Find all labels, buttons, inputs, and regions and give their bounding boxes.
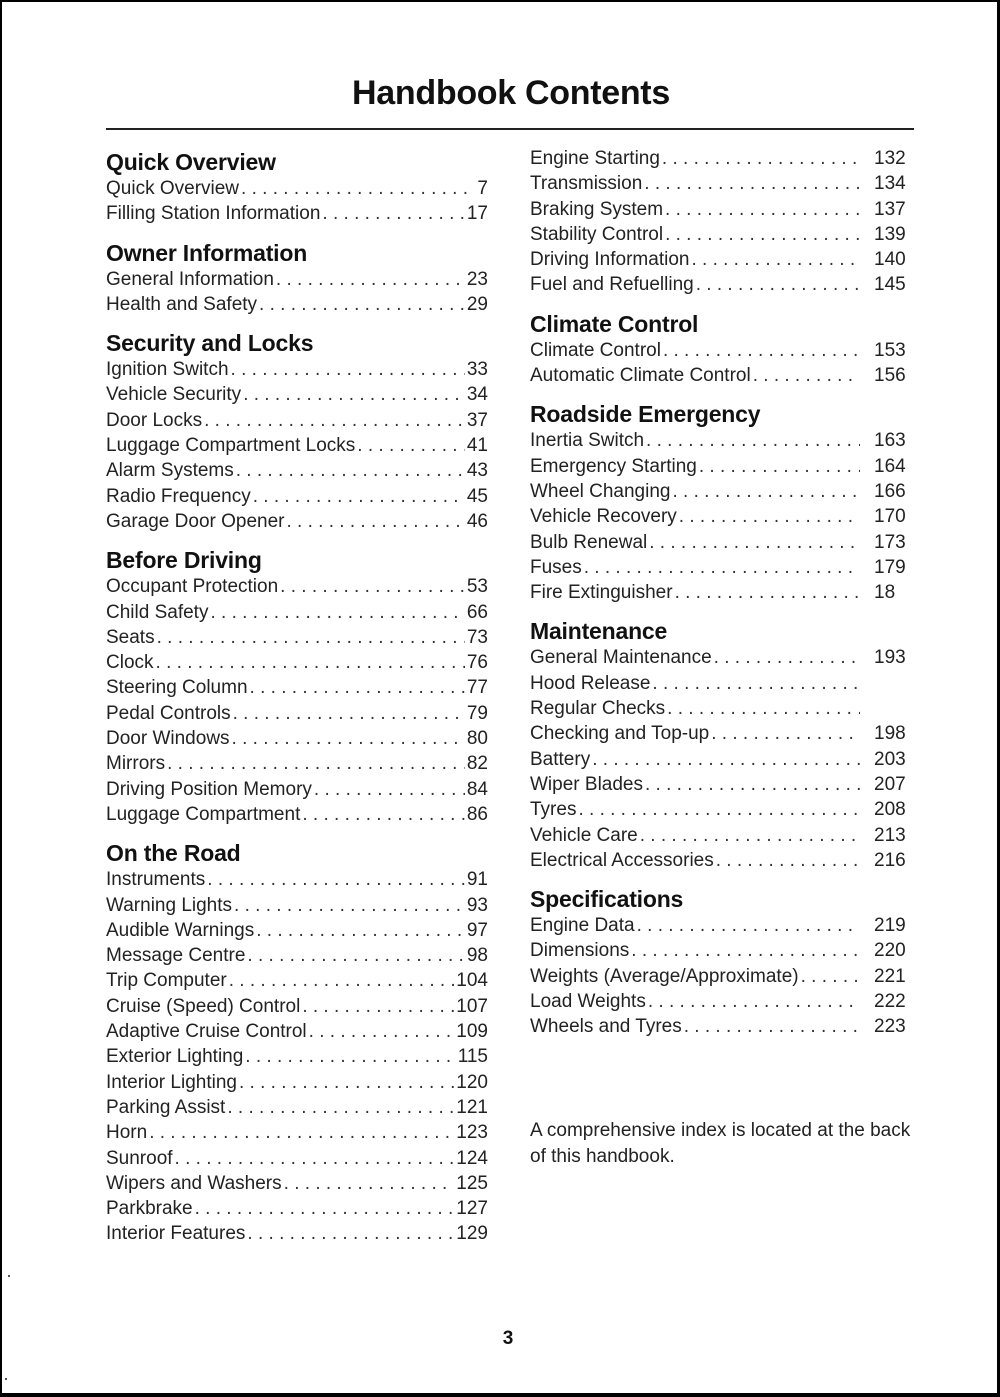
entry-label: Radio Frequency: [106, 485, 251, 507]
entry-page-number: 46: [466, 510, 488, 532]
entry-label: Interior Features: [106, 1223, 246, 1245]
contents-entry[interactable]: [106, 357, 488, 382]
dot-leader: [287, 509, 465, 534]
dot-leader: [801, 964, 860, 989]
entry-page-number: 179: [874, 556, 906, 578]
entry-page-number: 137: [874, 198, 906, 220]
dot-leader: [231, 357, 465, 382]
entry-label: Horn: [106, 1122, 148, 1144]
contents-entry[interactable]: [106, 292, 488, 317]
dot-leader: [167, 751, 465, 776]
contents-entry[interactable]: [106, 574, 488, 599]
entry-label: Transmission: [530, 173, 643, 195]
entry-label: Luggage Compartment: [106, 803, 301, 825]
dot-leader: [322, 201, 464, 226]
contents-section: [106, 146, 488, 227]
contents-entry[interactable]: [530, 530, 912, 555]
dot-leader: [236, 458, 465, 483]
entry-page-number: 93: [466, 894, 488, 916]
entry-page-number: 7: [477, 178, 488, 199]
dot-leader: [667, 696, 860, 721]
contents-left-column: [106, 146, 488, 1257]
contents-entry[interactable]: [106, 509, 488, 534]
entry-label: Sunroof: [106, 1147, 173, 1169]
entry-page-number: 173: [874, 531, 906, 553]
entry-page-number: 97: [466, 919, 488, 941]
dot-leader: [662, 146, 860, 171]
dot-leader: [207, 867, 465, 892]
entry-page-number: 18: [874, 582, 896, 604]
dot-leader: [253, 484, 465, 509]
contents-entry[interactable]: [106, 802, 488, 827]
entry-label: General Information: [106, 268, 274, 290]
entry-label: Pedal Controls: [106, 702, 231, 724]
page-number: 3: [502, 1328, 514, 1349]
entry-page-number: 198: [874, 723, 906, 745]
contents-entry[interactable]: [106, 176, 488, 201]
entry-label: Filling Station Information: [106, 203, 321, 225]
dot-leader: [234, 893, 465, 918]
contents-entry[interactable]: [530, 645, 912, 670]
section-heading: Maintenance: [530, 618, 668, 645]
contents-entry[interactable]: [530, 747, 912, 772]
entry-page-number: 208: [874, 799, 906, 821]
dot-leader: [691, 247, 860, 272]
entry-label: Adaptive Cruise Control: [106, 1021, 307, 1043]
contents-entry[interactable]: [106, 1044, 488, 1069]
dot-leader: [357, 433, 465, 458]
contents-entry[interactable]: [106, 382, 488, 407]
contents-entry[interactable]: [530, 272, 912, 297]
entry-page-number: 82: [466, 753, 488, 775]
entry-page-number: 45: [466, 485, 488, 507]
entry-label: Occupant Protection: [106, 576, 279, 598]
dot-leader: [753, 363, 860, 388]
contents-entry[interactable]: [106, 994, 488, 1019]
dot-leader: [247, 943, 464, 968]
dot-leader: [280, 574, 465, 599]
entry-label: Clock: [106, 652, 154, 674]
dot-leader: [645, 772, 860, 797]
entry-page-number: 115: [457, 1046, 488, 1068]
contents-section: [530, 615, 912, 873]
dot-leader: [649, 530, 860, 555]
entry-label: Steering Column: [106, 677, 248, 699]
dot-leader: [149, 1120, 454, 1145]
dot-leader: [245, 1044, 455, 1069]
entry-page-number: 134: [874, 173, 906, 195]
contents-entry[interactable]: [530, 428, 912, 453]
dot-leader: [229, 968, 455, 993]
entry-page-number: 203: [874, 748, 906, 770]
dot-leader: [195, 1196, 455, 1221]
entry-label: Ignition Switch: [106, 359, 229, 381]
contents-entry[interactable]: [530, 913, 912, 938]
entry-page-number: 86: [466, 803, 488, 825]
dot-leader: [314, 777, 465, 802]
section-heading: On the Road: [106, 840, 241, 867]
section-heading: Before Driving: [106, 547, 262, 574]
entry-label: Health and Safety: [106, 293, 258, 315]
dot-leader: [592, 747, 860, 772]
dot-leader: [259, 292, 465, 317]
entry-page-number: 132: [874, 148, 906, 169]
entry-label: Bulb Renewal: [530, 531, 648, 553]
contents-entry[interactable]: [530, 454, 912, 479]
contents-entry[interactable]: [106, 408, 488, 433]
contents-entry[interactable]: [530, 696, 912, 721]
entry-label: Wiper Blades: [530, 773, 643, 795]
page-title: Handbook Contents: [352, 74, 670, 112]
entry-page-number: 170: [874, 506, 906, 528]
entry-label: Inertia Switch: [530, 430, 645, 452]
entry-label: Child Safety: [106, 601, 209, 623]
scan-speck: [5, 1378, 7, 1380]
dot-leader: [284, 1171, 455, 1196]
entry-label: Instruments: [106, 869, 206, 891]
dot-leader: [679, 504, 860, 529]
dot-leader: [302, 802, 465, 827]
contents-entry[interactable]: [106, 1221, 488, 1246]
entry-page-number: 139: [874, 223, 906, 245]
entry-label: Battery: [530, 748, 591, 770]
contents-entry[interactable]: [530, 222, 912, 247]
entry-label: Regular Checks: [530, 698, 666, 720]
entry-page-number: 193: [874, 647, 906, 669]
entry-label: Parkbrake: [106, 1198, 193, 1220]
contents-entry[interactable]: [106, 893, 488, 918]
contents-section: [530, 146, 912, 298]
entry-label: Vehicle Recovery: [530, 506, 677, 528]
contents-section: [106, 327, 488, 534]
dot-leader: [204, 408, 465, 433]
contents-entry[interactable]: [106, 867, 488, 892]
entry-page-number: 124: [456, 1147, 488, 1169]
dot-leader: [243, 382, 465, 407]
entry-page-number: 213: [874, 824, 906, 846]
dot-leader: [699, 454, 860, 479]
entry-label: Wheel Changing: [530, 480, 671, 502]
dot-leader: [640, 823, 860, 848]
dot-leader: [256, 918, 465, 943]
dot-leader: [157, 625, 465, 650]
dot-leader: [239, 1070, 454, 1095]
contents-entry[interactable]: [106, 777, 488, 802]
contents-entry[interactable]: [106, 201, 488, 226]
entry-page-number: 140: [874, 249, 906, 271]
entry-page-number: 80: [466, 728, 488, 750]
entry-label: Warning Lights: [106, 894, 233, 916]
contents-entry[interactable]: [106, 943, 488, 968]
contents-entry[interactable]: [106, 433, 488, 458]
contents-entry[interactable]: [530, 938, 912, 963]
entry-page-number: 84: [466, 778, 488, 800]
contents-entry[interactable]: [106, 1019, 488, 1044]
entry-label: Tyres: [530, 799, 577, 821]
dot-leader: [156, 650, 465, 675]
contents-right-column: [530, 146, 912, 1050]
dot-leader: [672, 479, 860, 504]
contents-entry[interactable]: [106, 458, 488, 483]
entry-label: Checking and Top-up: [530, 723, 710, 745]
entry-page-number: 223: [874, 1016, 906, 1038]
dot-leader: [210, 600, 464, 625]
contents-entry[interactable]: [530, 363, 912, 388]
entry-label: Seats: [106, 626, 155, 648]
entry-label: Interior Lighting: [106, 1071, 237, 1093]
entry-label: Fuses: [530, 556, 582, 578]
entry-page-number: 129: [456, 1223, 488, 1245]
contents-entry[interactable]: [106, 1095, 488, 1120]
entry-page-number: 66: [466, 601, 488, 623]
contents-entry[interactable]: [106, 918, 488, 943]
section-heading: Roadside Emergency: [530, 401, 761, 428]
entry-label: General Maintenance: [530, 647, 712, 669]
dot-leader: [276, 267, 465, 292]
entry-label: Luggage Compartment Locks: [106, 435, 356, 457]
dot-leader: [665, 222, 860, 247]
dot-leader: [175, 1146, 455, 1171]
section-heading: Security and Locks: [106, 330, 314, 357]
entry-page-number: 164: [874, 455, 906, 477]
dot-leader: [584, 555, 860, 580]
entry-page-number: 123: [456, 1122, 488, 1144]
dot-leader: [716, 848, 860, 873]
entry-label: Alarm Systems: [106, 460, 234, 482]
contents-entry[interactable]: [106, 701, 488, 726]
dot-leader: [663, 338, 860, 363]
entry-label: Stability Control: [530, 223, 664, 245]
scan-speck: [8, 1275, 10, 1277]
dot-leader: [302, 994, 454, 1019]
entry-page-number: 34: [466, 384, 488, 406]
contents-entry[interactable]: [106, 726, 488, 751]
contents-entry[interactable]: [530, 1014, 912, 1039]
dot-leader: [696, 272, 860, 297]
contents-section: [530, 883, 912, 1039]
contents-entry[interactable]: [530, 671, 912, 696]
contents-entry[interactable]: [530, 797, 912, 822]
entry-page-number: 104: [456, 970, 488, 992]
entry-page-number: 91: [466, 869, 488, 891]
dot-leader: [631, 938, 860, 963]
entry-label: Vehicle Security: [106, 384, 242, 406]
entry-page-number: 109: [456, 1021, 488, 1043]
entry-label: Audible Warnings: [106, 919, 255, 941]
entry-page-number: 216: [874, 849, 906, 871]
entry-page-number: 23: [466, 268, 488, 290]
contents-entry[interactable]: [106, 1070, 488, 1095]
entry-label: Vehicle Care: [530, 824, 638, 846]
dot-leader: [646, 428, 860, 453]
entry-page-number: 221: [874, 965, 906, 987]
dot-leader: [309, 1019, 455, 1044]
dot-leader: [637, 913, 860, 938]
entry-label: Automatic Climate Control: [530, 365, 751, 387]
section-heading: Quick Overview: [106, 149, 276, 175]
dot-leader: [648, 989, 860, 1014]
entry-label: Driving Information: [530, 249, 690, 271]
contents-entry[interactable]: [530, 504, 912, 529]
entry-page-number: 121: [456, 1096, 488, 1118]
entry-label: Engine Data: [530, 915, 635, 937]
entry-label: Trip Computer: [106, 970, 227, 992]
entry-label: Climate Control: [530, 339, 661, 361]
entry-label: Message Centre: [106, 945, 246, 967]
dot-leader: [578, 797, 860, 822]
contents-entry[interactable]: [106, 751, 488, 776]
entry-label: Mirrors: [106, 753, 166, 775]
contents-entry[interactable]: [530, 555, 912, 580]
entry-page-number: 145: [874, 274, 906, 296]
entry-page-number: 37: [466, 409, 488, 431]
entry-label: Hood Release: [530, 672, 651, 694]
entry-label: Fuel and Refuelling: [530, 274, 694, 296]
entry-label: Driving Position Memory: [106, 778, 312, 800]
entry-label: Dimensions: [530, 940, 630, 962]
contents-entry[interactable]: [106, 625, 488, 650]
entry-page-number: 17: [466, 203, 488, 225]
dot-leader: [684, 1014, 860, 1039]
entry-page-number: 127: [456, 1198, 488, 1220]
entry-label: Load Weights: [530, 991, 646, 1013]
contents-entry[interactable]: [530, 772, 912, 797]
entry-page-number: 77: [466, 677, 488, 699]
section-heading: Specifications: [530, 886, 684, 913]
entry-label: Cruise (Speed) Control: [106, 995, 301, 1017]
dot-leader: [714, 645, 860, 670]
dot-leader: [250, 675, 465, 700]
entry-page-number: 98: [466, 945, 488, 967]
contents-entry[interactable]: [530, 146, 912, 171]
contents-entry[interactable]: [106, 267, 488, 292]
entry-page-number: 220: [874, 940, 906, 962]
entry-label: Door Windows: [106, 728, 230, 750]
contents-entry[interactable]: [530, 848, 912, 873]
entry-label: Wheels and Tyres: [530, 1016, 682, 1038]
title-divider: [106, 128, 914, 130]
entry-page-number: 53: [466, 576, 488, 598]
entry-page-number: 163: [874, 430, 906, 452]
dot-leader: [227, 1095, 454, 1120]
entry-page-number: 79: [466, 702, 488, 724]
entry-label: Weights (Average/Approximate): [530, 965, 799, 987]
contents-entry[interactable]: [530, 989, 912, 1014]
entry-label: Quick Overview: [106, 178, 240, 199]
contents-section: [530, 398, 912, 605]
entry-label: Wipers and Washers: [106, 1172, 282, 1194]
contents-entry[interactable]: [106, 675, 488, 700]
contents-entry[interactable]: [530, 580, 912, 605]
index-note: A comprehensive index is located at the back of this handbook.: [530, 1120, 911, 1167]
entry-page-number: 166: [874, 480, 906, 502]
entry-page-number: 43: [466, 460, 488, 482]
contents-entry[interactable]: [106, 1171, 488, 1196]
entry-page-number: 222: [874, 991, 906, 1013]
dot-leader: [644, 171, 860, 196]
contents-entry[interactable]: [106, 1146, 488, 1171]
contents-entry[interactable]: [530, 823, 912, 848]
entry-label: Electrical Accessories: [530, 849, 714, 871]
entry-label: Braking System: [530, 198, 664, 220]
section-heading: Owner Information: [106, 239, 308, 266]
contents-entry[interactable]: [530, 964, 912, 989]
entry-label: Garage Door Opener: [106, 510, 285, 532]
contents-entry[interactable]: [530, 171, 912, 196]
dot-leader: [241, 176, 475, 201]
entry-page-number: 107: [456, 995, 488, 1017]
contents-entry[interactable]: [106, 484, 488, 509]
entry-page-number: 156: [874, 365, 906, 387]
dot-leader: [652, 671, 860, 696]
entry-label: Emergency Starting: [530, 455, 697, 477]
entry-page-number: 125: [456, 1172, 488, 1194]
dot-leader: [711, 721, 860, 746]
dot-leader: [665, 197, 860, 222]
dot-leader: [233, 701, 465, 726]
entry-page-number: 120: [456, 1071, 488, 1093]
entry-label: Exterior Lighting: [106, 1046, 244, 1068]
entry-page-number: 29: [466, 293, 488, 315]
contents-section: [530, 308, 912, 389]
entry-label: Engine Starting: [530, 148, 660, 169]
contents-entry[interactable]: [106, 600, 488, 625]
contents-entry[interactable]: [106, 1196, 488, 1221]
entry-page-number: 76: [466, 652, 488, 674]
dot-leader: [675, 580, 860, 605]
entry-page-number: 153: [874, 339, 906, 361]
entry-page-number: 207: [874, 773, 906, 795]
entry-label: Door Locks: [106, 409, 203, 431]
contents-entry[interactable]: [530, 197, 912, 222]
entry-page-number: 73: [466, 626, 488, 648]
contents-section: [106, 837, 488, 1246]
entry-page-number: 33: [466, 359, 488, 381]
entry-label: Parking Assist: [106, 1096, 226, 1118]
entry-label: Fire Extinguisher: [530, 582, 673, 604]
entry-page-number: 219: [874, 915, 906, 937]
contents-entry[interactable]: [530, 479, 912, 504]
contents-section: [106, 237, 488, 318]
contents-entry[interactable]: [530, 338, 912, 363]
dot-leader: [232, 726, 465, 751]
contents-section: [106, 544, 488, 827]
contents-entry[interactable]: [106, 968, 488, 993]
contents-entry[interactable]: [530, 721, 912, 746]
section-heading: Climate Control: [530, 310, 699, 337]
contents-entry[interactable]: [106, 650, 488, 675]
dot-leader: [247, 1221, 454, 1246]
contents-entry[interactable]: [530, 247, 912, 272]
entry-page-number: 41: [466, 435, 488, 457]
contents-entry[interactable]: [106, 1120, 488, 1145]
